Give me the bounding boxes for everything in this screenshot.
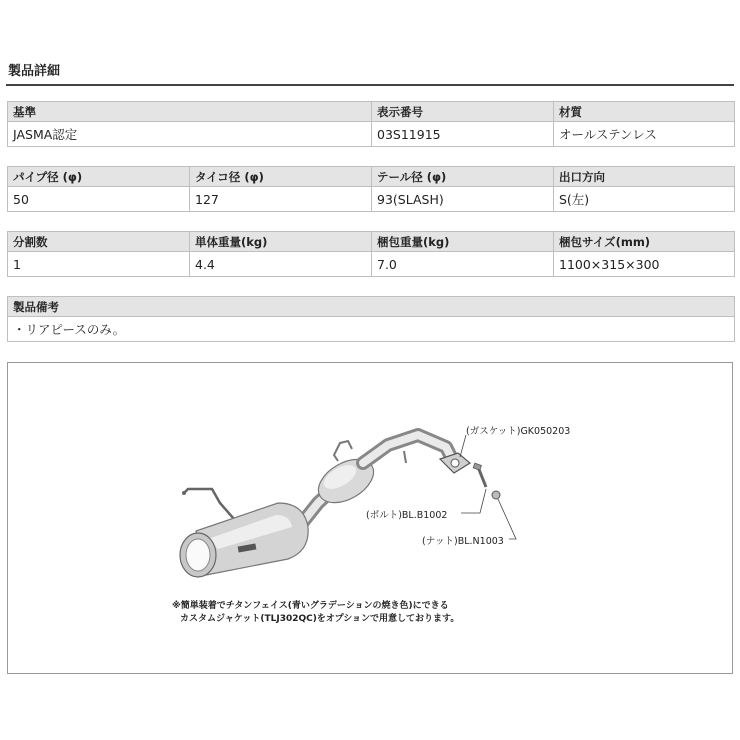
table-header-row: [8, 167, 735, 187]
spec-table-standard: [7, 101, 735, 147]
header-standard: 基準: [8, 102, 372, 122]
value-pieces: 1: [8, 252, 190, 277]
jacket-note-line1: ※簡単装着でチタンフェイス(青いグラデーションの焼き色)にできる: [172, 601, 449, 611]
spec-table-dimensions: [7, 166, 735, 212]
front-hanger-bracket: [334, 441, 352, 461]
value-pipe-diameter: 50: [8, 187, 190, 212]
page-title: 製品詳細: [8, 64, 61, 79]
table-header-row: [8, 232, 735, 252]
product-diagram: [7, 362, 733, 674]
gasket-label: (ガスケット)GK050203: [466, 426, 571, 437]
table-header-row: [8, 102, 735, 122]
value-tail-diameter: 93(SLASH): [372, 187, 554, 212]
value-exit-direction: S(左): [554, 187, 735, 212]
header-pieces: 分割数: [8, 232, 190, 252]
bolt-leader: [461, 489, 486, 513]
spec-table-weights: [7, 231, 735, 277]
value-silencer-diameter: 127: [190, 187, 372, 212]
table-row: [8, 317, 735, 342]
header-display-number: 表示番号: [372, 102, 554, 122]
table-header-row: [8, 297, 735, 317]
header-tail-diameter: テール径 (φ): [372, 167, 554, 187]
value-unit-weight: 4.4: [190, 252, 372, 277]
nut-label: (ナット)BL.N1003: [422, 536, 504, 547]
header-unit-weight: 単体重量(kg): [190, 232, 372, 252]
header-silencer-diameter: タイコ径 (φ): [190, 167, 372, 187]
header-pipe-diameter: パイプ径 (φ): [8, 167, 190, 187]
value-package-weight: 7.0: [372, 252, 554, 277]
spec-table-remarks: [7, 296, 735, 342]
value-material: オールステンレス: [554, 122, 735, 147]
value-package-size: 1100×315×300: [554, 252, 735, 277]
value-display-number: 03S11915: [372, 122, 554, 147]
title-divider: [6, 84, 734, 86]
value-remarks: ・リアピースのみ。: [8, 317, 735, 342]
value-standard: JASMA認定: [8, 122, 372, 147]
gasket-leader: [460, 435, 466, 457]
table-row: [8, 122, 735, 147]
table-row: [8, 252, 735, 277]
table-row: [8, 187, 735, 212]
header-material: 材質: [554, 102, 735, 122]
header-exit-direction: 出口方向: [554, 167, 735, 187]
nut-part: [492, 491, 500, 499]
header-package-weight: 梱包重量(kg): [372, 232, 554, 252]
bolt-label: (ボルト)BL.B1002: [366, 510, 448, 521]
header-package-size: 梱包サイズ(mm): [554, 232, 735, 252]
header-remarks: 製品備考: [8, 297, 735, 317]
jacket-note-line2: カスタムジャケット(TLJ302QC)をオプションで用意しております。: [180, 614, 460, 624]
rear-hanger-bracket: [184, 489, 234, 519]
